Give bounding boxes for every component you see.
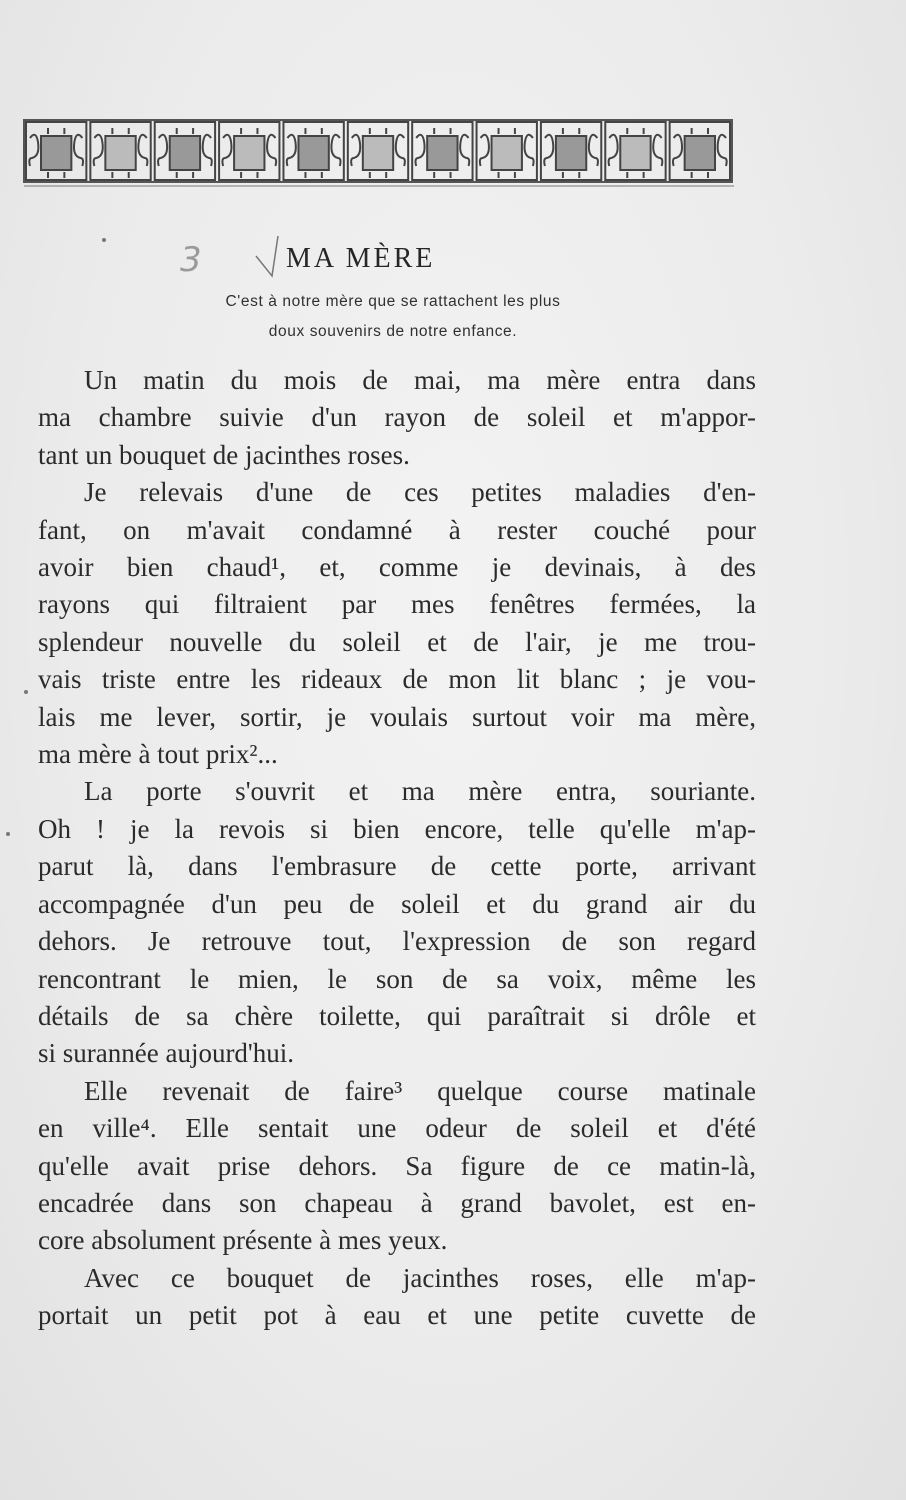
text-line: La porte s'ouvrit et ma mère entra, souriante. <box>84 776 756 807</box>
text-line: Elle revenait de faire³ quelque course matinale <box>84 1075 756 1106</box>
text-line: vais triste entre les rideaux de mon lit blanc ; je vou- <box>38 664 756 695</box>
text-line: encadrée dans son chapeau à grand bavolet, est en- <box>38 1187 756 1218</box>
frieze-tile <box>90 122 150 180</box>
text-line: avoir bien chaud¹, et, comme je devinais, à des <box>38 552 756 583</box>
text-line: dehors. Je retrouve tout, l'expression de son regard <box>38 926 756 957</box>
margin-dot <box>102 238 106 242</box>
text-line: si surannée aujourd'hui. <box>38 1038 295 1069</box>
ornamental-frieze <box>22 108 734 188</box>
text-line: Je relevais d'une de ces petites maladies d'en- <box>84 477 756 508</box>
text-line: Un matin du mois de mai, ma mère entra dans <box>84 365 756 395</box>
text-line: ma chambre suivie d'un rayon de soleil et m'appor- <box>38 402 756 433</box>
text-line: fant, on m'avait condamné à rester couché pour <box>38 514 756 545</box>
frieze-tile <box>670 122 730 180</box>
paragraph <box>38 474 756 773</box>
text-line: en ville⁴. Elle sentait une odeur de soleil et d'été <box>38 1113 756 1144</box>
text-line: splendeur nouvelle du soleil et de l'air, je me trou- <box>38 626 756 657</box>
frieze-tile <box>348 122 408 180</box>
text-line: ma mère à tout prix²... <box>38 739 278 770</box>
text-line: parut là, dans l'embrasure de cette porte, arrivant <box>38 851 756 882</box>
frieze-tile <box>26 122 86 180</box>
frieze-tile <box>155 122 215 180</box>
frieze-tile <box>541 122 601 180</box>
frieze-tile <box>219 122 279 180</box>
frieze-tile <box>412 122 472 180</box>
text-line: détails de sa chère toilette, qui paraîtrait si drôle et <box>38 1000 756 1031</box>
paragraph <box>38 1073 756 1260</box>
text-line: Oh ! je la revois si bien encore, telle qu'elle m'ap- <box>38 813 756 844</box>
text-line: core absolument présente à mes yeux. <box>38 1225 448 1256</box>
text-line: tant un bouquet de jacinthes roses. <box>38 439 410 470</box>
text-line: portait un petit pot à eau et une petite cuvette de <box>38 1300 756 1331</box>
epigraph <box>0 287 786 347</box>
frieze-tile <box>283 122 343 180</box>
frieze-tile <box>605 122 665 180</box>
text-line: rayons qui filtraient par mes fenêtres fermées, la <box>38 589 756 620</box>
margin-dot <box>6 832 10 836</box>
frieze-tile <box>477 122 537 180</box>
text-line: qu'elle avait prise dehors. Sa figure de ce matin-là, <box>38 1150 756 1181</box>
epigraph-line: C'est à notre mère que se rattachent les plus <box>225 293 561 310</box>
epigraph-line: doux souvenirs de notre enfance. <box>268 323 518 340</box>
text-line: accompagnée d'un peu de soleil et du grand air du <box>38 888 756 919</box>
paragraph <box>38 1260 756 1335</box>
text-line: Avec ce bouquet de jacinthes roses, elle m'ap- <box>84 1262 756 1293</box>
text-line: lais me lever, sortir, je voulais surtout voir ma mère, <box>38 701 756 732</box>
margin-dot <box>24 690 28 694</box>
text-line: rencontrant le mien, le son de sa voix, même les <box>38 963 756 994</box>
paragraph <box>38 362 756 474</box>
chapter-title: MA MÈRE <box>286 243 436 274</box>
body-text <box>38 362 756 1335</box>
paragraph <box>38 773 756 1072</box>
margin-annotation: 3 <box>180 240 202 280</box>
